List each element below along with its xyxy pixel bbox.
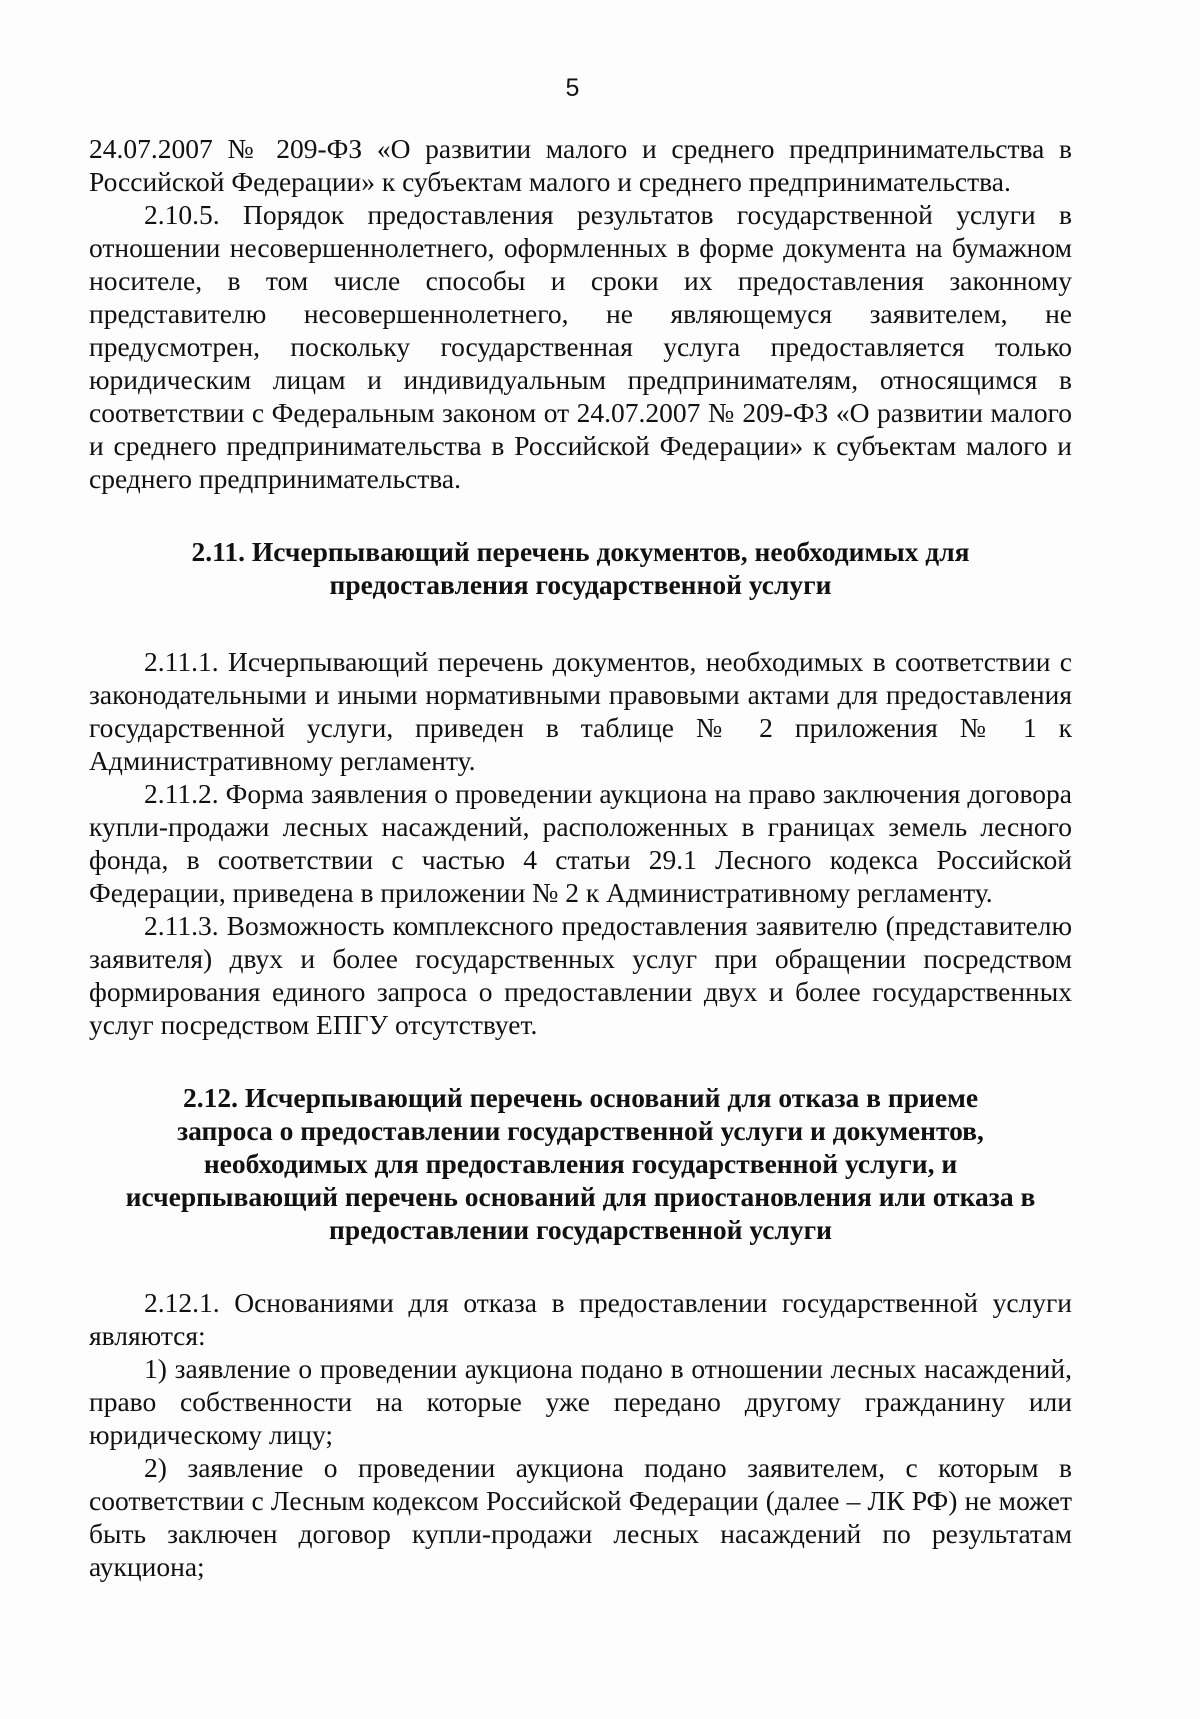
heading-line: 2.11. Исчерпывающий перечень документов, необходимых для xyxy=(191,536,970,567)
section-heading-2-12 xyxy=(89,1081,1072,1246)
heading-line: предоставлении государственной услуги xyxy=(329,1214,832,1245)
paragraph-2-12-1: 2.12.1. Основаниями для отказа в предоставлении государственной услуги являются: xyxy=(89,1287,1072,1351)
document-body xyxy=(89,132,1072,1583)
list-item-2: 2) заявление о проведении аукциона подано заявителем, с которым в соответствии с Лесным кодексом Российской Федерации (далее – ЛК РФ) не может быть заключен договор купли-продажи лесных насаждений по результатам аукциона; xyxy=(89,1452,1072,1582)
paragraph-continuation: 24.07.2007 № 209-ФЗ «О развитии малого и среднего предпринимательства в Российской Федерации» к субъектам малого и среднего предпринимательства. xyxy=(89,133,1072,197)
paragraph-2-11-3: 2.11.3. Возможность комплексного предоставления заявителю (представителю заявителя) двух и более государственных услуг при обращении посредством формирования единого запроса о предоставлении двух и более государственных услуг посредством ЕПГУ отсутствует. xyxy=(89,910,1072,1040)
page-number: 5 xyxy=(565,74,580,102)
heading-line: предоставления государственной услуги xyxy=(329,569,832,600)
heading-line: 2.12. Исчерпывающий перечень оснований для отказа в приеме xyxy=(182,1082,979,1113)
heading-line: необходимых для предоставления государственной услуги, и xyxy=(203,1148,958,1179)
list-item-1: 1) заявление о проведении аукциона подано в отношении лесных насаждений, право собственности на которые уже передано другому гражданину или юридическому лицу; xyxy=(89,1353,1072,1450)
paragraph-2-11-2: 2.11.2. Форма заявления о проведении аукциона на право заключения договора купли-продажи лесных насаждений, расположенных в границах земель лесного фонда, в соответствии с частью 4 статьи 29.1 Лесного кодекса Российской Федерации, приведена в приложении № 2 к Административному регламенту. xyxy=(89,778,1072,908)
section-heading-2-11 xyxy=(89,535,1072,601)
heading-line: исчерпывающий перечень оснований для приостановления или отказа в xyxy=(125,1181,1036,1212)
paragraph-2-10-5: 2.10.5. Порядок предоставления результатов государственной услуги в отношении несовершеннолетнего, оформленных в форме документа на бумажном носителе, в том числе способы и сроки их предоставления законному представителю несовершеннолетнего, не являющемуся заявителем, не предусмотрен, поскольку государственная услуга предоставляется только юридическим лицам и индивидуальным предпринимателям, относящимся в соответствии с Федеральным законом от 24.07.2007 № 209-ФЗ «О развитии малого и среднего предпринимательства в Российской Федерации» к субъектам малого и среднего предпринимательства. xyxy=(89,199,1072,494)
heading-line: запроса о предоставлении государственной услуги и документов, xyxy=(177,1115,984,1146)
paragraph-2-11-1: 2.11.1. Исчерпывающий перечень документов, необходимых в соответствии с законодательными и иными нормативными правовыми актами для предоставления государственной услуги, приведен в таблице № 2 приложения № 1 к Административному регламенту. xyxy=(89,646,1072,776)
